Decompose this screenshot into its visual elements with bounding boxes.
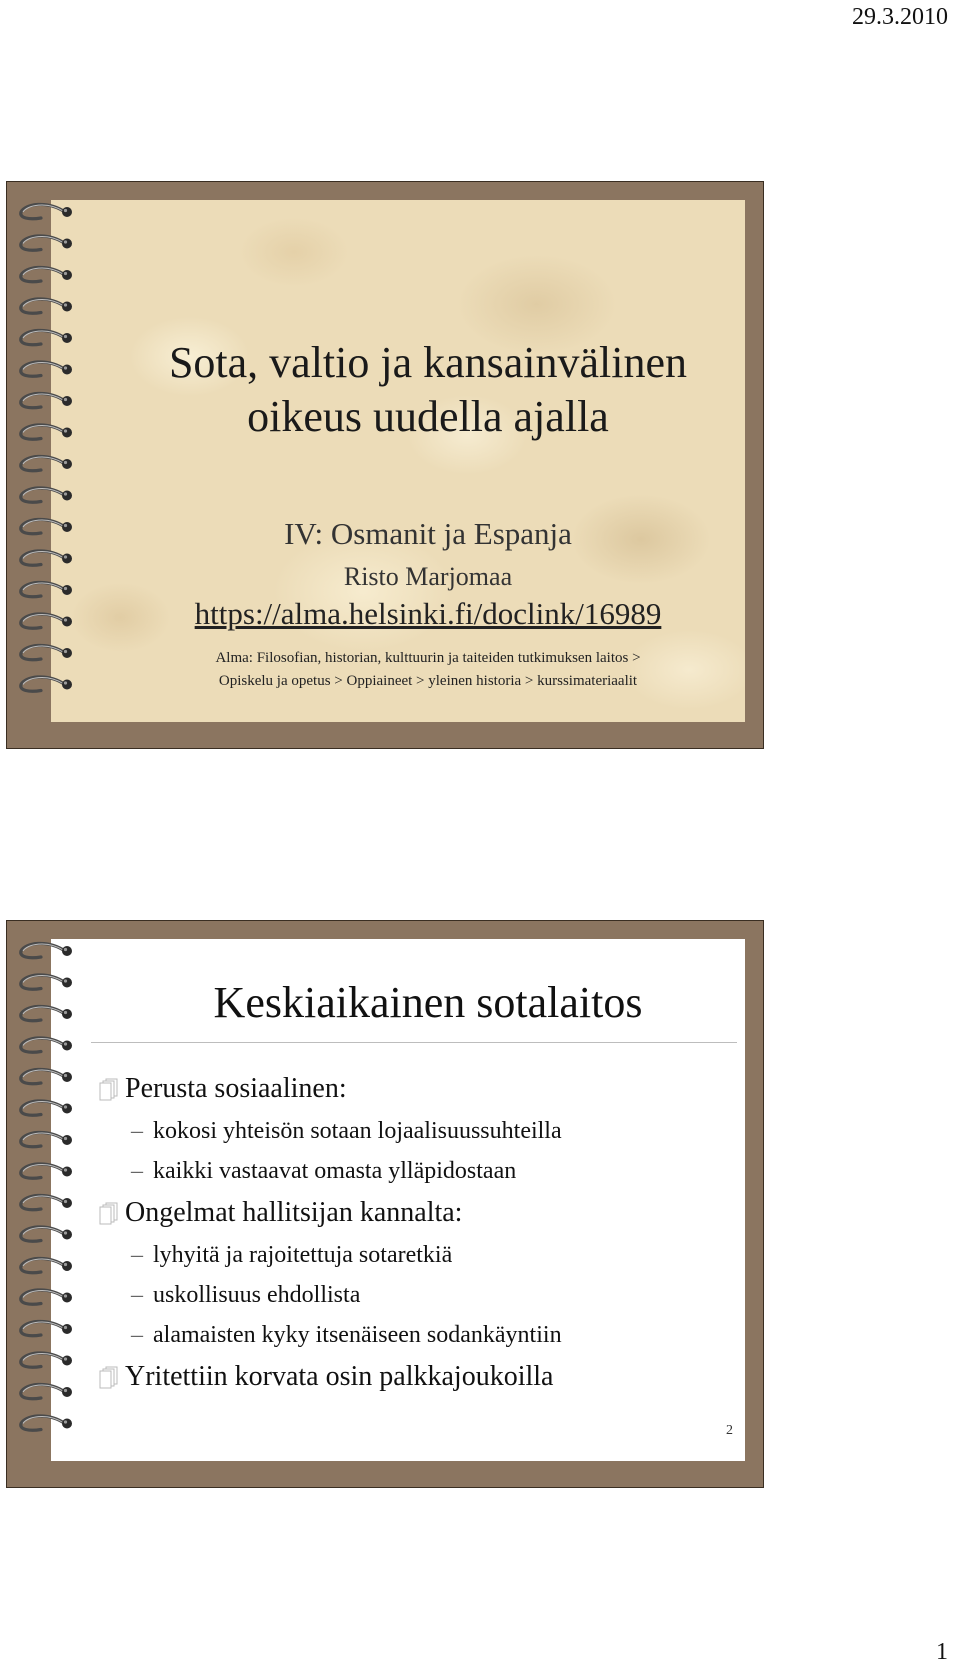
slide-1-parchment [51,200,745,722]
spiral-ring [21,425,72,439]
sub-bullet-text: uskollisuus ehdollista [153,1281,361,1308]
slide-2-title: Keskiaikainen sotalaitos [213,978,643,1027]
slide-1-path-line-1: Alma: Filosofian, historian, kulttuurin ja taiteiden tutkimuksen laitos > [215,650,641,666]
sub-bullet-text: lyhyitä ja rajoitettuja sotaretkiä [153,1241,453,1268]
sub-bullet-text: kokosi yhteisön sotaan lojaalisuussuhteilla [153,1117,562,1144]
dash-marker: – [131,1241,143,1268]
slide-1-subtitle: IV: Osmanit ja Espanja [284,516,572,551]
spiral-ring [21,645,72,659]
sub-bullet-item [95,1275,735,1315]
slide-2 [6,920,764,1488]
spiral-ring [21,551,72,565]
dash-marker: – [131,1281,143,1308]
slide-1-title-line-1: Sota, valtio ja kansainvälinen [168,338,688,387]
page-stack-bullet-icon [95,1200,121,1226]
spiral-binding-icon [7,196,87,726]
spiral-ring [21,1416,72,1430]
spiral-ring [21,975,72,989]
slide-1-title [111,336,745,444]
sub-bullet-text: kaikki vastaavat omasta ylläpidostaan [153,1157,517,1184]
slide-1-navigation-path [111,647,745,693]
spiral-binding-icon [7,935,87,1465]
slide-2-divider [91,1042,737,1043]
spiral-ring [21,1101,72,1115]
spiral-ring [21,236,72,250]
spiral-ring [21,1132,72,1146]
spiral-ring [21,393,72,407]
page-stack-bullet-icon [95,1076,121,1102]
bullet-text: Ongelmat hallitsijan kannalta: [125,1197,463,1228]
slide-1-path-line-2: Opiskelu ja opetus > Oppiaineet > yleinen historia > kurssimateriaalit [218,673,638,689]
dash-marker: – [131,1157,143,1184]
spiral-ring [21,519,72,533]
spiral-ring [21,1321,72,1335]
slide-2-page [51,939,745,1461]
bullet-item [95,1067,735,1111]
spiral-ring [21,1006,72,1020]
page-date: 29.3.2010 [852,4,948,30]
spiral-ring [21,1195,72,1209]
spiral-ring [21,267,72,281]
bullet-item [95,1355,735,1399]
spiral-ring [21,1038,72,1052]
spiral-ring [21,204,72,218]
spiral-ring [21,1164,72,1178]
spiral-ring [21,614,72,628]
slide-1-title-line-2: oikeus uudella ajalla [247,392,609,441]
bullet-item [95,1191,735,1235]
spiral-ring [21,488,72,502]
bullet-text: Yritettiin korvata osin palkkajoukoilla [125,1361,554,1392]
slide-2-bullet-list [95,1067,735,1399]
spiral-ring [21,1290,72,1304]
spiral-ring [21,1069,72,1083]
spiral-ring [21,299,72,313]
sub-bullet-item [95,1151,735,1191]
spiral-ring [21,582,72,596]
spiral-ring [21,330,72,344]
spiral-ring [21,943,72,957]
sub-bullet-item [95,1315,735,1355]
spiral-ring [21,1227,72,1241]
sub-bullet-item [95,1111,735,1151]
spiral-ring [21,456,72,470]
spiral-ring [21,677,72,691]
spiral-ring [21,1353,72,1367]
spiral-ring [21,1258,72,1272]
spiral-ring [21,362,72,376]
dash-marker: – [131,1321,143,1348]
dash-marker: – [131,1117,143,1144]
bullet-text: Perusta sosiaalinen: [125,1073,347,1104]
sub-bullet-item [95,1235,735,1275]
slide-1 [6,181,764,749]
page-number: 1 [936,1639,948,1665]
page-stack-bullet-icon [95,1364,121,1390]
slide-number: 2 [726,1423,733,1438]
slide-1-link[interactable]: https://alma.helsinki.fi/doclink/16989 [194,596,662,631]
spiral-ring [21,1384,72,1398]
slide-1-author: Risto Marjomaa [343,562,513,591]
sub-bullet-text: alamaisten kyky itsenäiseen sodankäyntiin [153,1321,562,1348]
